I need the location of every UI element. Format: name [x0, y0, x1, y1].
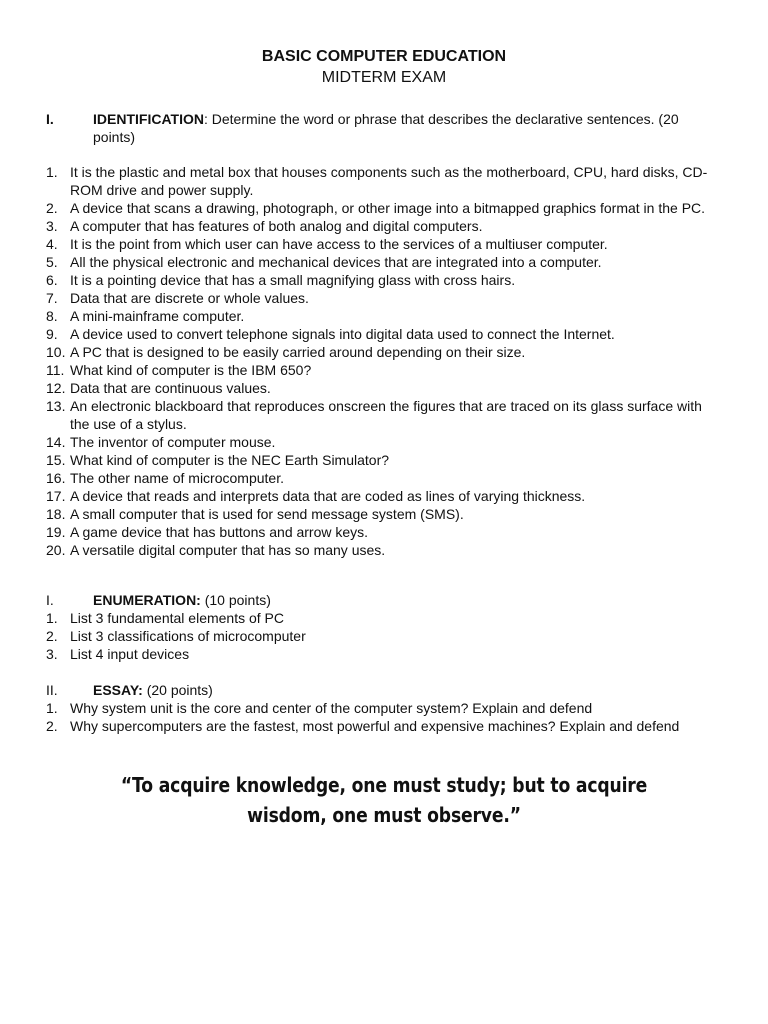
- item-text: List 3 classifications of microcomputer: [70, 628, 306, 644]
- section-numeral: II.: [46, 682, 58, 698]
- item-text: Data that are continuous values.: [70, 380, 271, 396]
- item-number: 7.: [46, 290, 58, 306]
- identification-section-header: [46, 110, 722, 146]
- item-text: What kind of computer is the IBM 650?: [70, 362, 312, 378]
- item-number: 12.: [46, 380, 66, 396]
- identification-item: [46, 361, 722, 379]
- item-text: The other name of microcomputer.: [70, 470, 284, 486]
- item-number: 16.: [46, 470, 66, 486]
- item-text: What kind of computer is the NEC Earth Simulator?: [70, 452, 390, 468]
- item-number: 5.: [46, 254, 58, 270]
- enumeration-item: [46, 609, 722, 627]
- item-text: A small computer that is used for send message system (SMS).: [70, 506, 464, 522]
- item-text: The inventor of computer mouse.: [70, 434, 276, 450]
- enumeration-item: [46, 627, 722, 645]
- item-number: 9.: [46, 326, 58, 342]
- item-text: All the physical electronic and mechanical devices that are integrated into a computer.: [70, 254, 602, 270]
- item-text: It is the plastic and metal box that houses components such as the motherboard, CPU, hard disks, CD-ROM drive and power supply.: [70, 164, 708, 198]
- item-number: 1.: [46, 700, 58, 716]
- identification-item: [46, 325, 722, 343]
- enumeration-list: [46, 609, 722, 663]
- exam-subtitle: MIDTERM EXAM: [321, 69, 447, 86]
- item-number: 6.: [46, 272, 58, 288]
- section-points: (10 points): [200, 592, 271, 608]
- item-text: A game device that has buttons and arrow keys.: [70, 524, 369, 540]
- identification-item: [46, 307, 722, 325]
- identification-item: [46, 217, 722, 235]
- item-number: 14.: [46, 434, 66, 450]
- identification-item: [46, 163, 722, 199]
- item-text: List 3 fundamental elements of PC: [70, 610, 285, 626]
- item-number: 2.: [46, 200, 58, 216]
- identification-item: [46, 451, 722, 469]
- item-number: 20.: [46, 542, 66, 558]
- item-text: It is a pointing device that has a small magnifying glass with cross hairs.: [70, 272, 516, 288]
- enumeration-item: [46, 645, 722, 663]
- section-heading: ENUMERATION:: [93, 592, 201, 608]
- identification-item: [46, 289, 722, 307]
- identification-item: [46, 523, 722, 541]
- section-numeral: I.: [46, 111, 54, 127]
- item-text: Data that are discrete or whole values.: [70, 290, 309, 306]
- item-number: 15.: [46, 452, 66, 468]
- item-number: 4.: [46, 236, 58, 252]
- item-number: 11.: [46, 362, 65, 378]
- section-instruction: : Determine the word or phrase that describes the declarative sentences. (20 points): [93, 111, 679, 145]
- identification-item: [46, 397, 722, 433]
- essay-list: [46, 699, 722, 735]
- item-text: List 4 input devices: [70, 646, 190, 662]
- identification-item: [46, 199, 722, 217]
- essay-heading-block: [93, 681, 722, 699]
- item-number: 3.: [46, 218, 58, 234]
- item-number: 1.: [46, 610, 58, 626]
- closing-quote: “To acquire knowledge, one must study; but to acquire wisdom, one must observe.”: [120, 773, 648, 827]
- exam-title: BASIC COMPUTER EDUCATION: [261, 48, 507, 65]
- identification-item: [46, 505, 722, 523]
- identification-item: [46, 469, 722, 487]
- item-number: 18.: [46, 506, 66, 522]
- item-number: 2.: [46, 718, 58, 734]
- item-text: A device used to convert telephone signals into digital data used to connect the Internet.: [70, 326, 615, 342]
- item-number: 1.: [46, 164, 58, 180]
- item-number: 19.: [46, 524, 66, 540]
- item-text: It is the point from which user can have access to the services of a multiuser computer.: [70, 236, 608, 252]
- essay-item: [46, 699, 722, 717]
- item-text: A device that scans a drawing, photograph, or other image into a bitmapped graphics format in the PC.: [70, 200, 706, 216]
- item-text: Why system unit is the core and center of the computer system? Explain and defend: [70, 700, 593, 716]
- section-heading: ESSAY:: [93, 682, 143, 698]
- identification-item: [46, 343, 722, 361]
- identification-item: [46, 487, 722, 505]
- essay-item: [46, 717, 722, 735]
- identification-list: [46, 163, 722, 559]
- enumeration-heading-block: [93, 591, 722, 609]
- item-number: 3.: [46, 646, 58, 662]
- enumeration-section-header: [46, 591, 722, 609]
- item-text: A computer that has features of both analog and digital computers.: [70, 218, 483, 234]
- item-text: A PC that is designed to be easily carried around depending on their size.: [70, 344, 526, 360]
- item-number: 8.: [46, 308, 58, 324]
- section-heading: IDENTIFICATION: [93, 111, 204, 127]
- identification-item: [46, 235, 722, 253]
- item-number: 2.: [46, 628, 58, 644]
- item-text: A device that reads and interprets data that are coded as lines of varying thickness.: [70, 488, 586, 504]
- item-text: A mini-mainframe computer.: [70, 308, 245, 324]
- identification-item: [46, 541, 722, 559]
- item-number: 10.: [46, 344, 66, 360]
- item-text: Why supercomputers are the fastest, most powerful and expensive machines? Explain and defend: [70, 718, 680, 734]
- identification-item: [46, 379, 722, 397]
- section-numeral: I.: [46, 592, 54, 608]
- item-number: 17.: [46, 488, 66, 504]
- item-text: An electronic blackboard that reproduces onscreen the figures that are traced on its glass surface with the use of a stylus.: [70, 398, 702, 432]
- item-number: 13.: [46, 398, 66, 414]
- identification-item: [46, 433, 722, 451]
- essay-section-header: [46, 681, 722, 699]
- identification-instruction-block: [93, 110, 722, 146]
- section-points: (20 points): [142, 682, 213, 698]
- item-text: A versatile digital computer that has so many uses.: [70, 542, 386, 558]
- identification-item: [46, 271, 722, 289]
- identification-item: [46, 253, 722, 271]
